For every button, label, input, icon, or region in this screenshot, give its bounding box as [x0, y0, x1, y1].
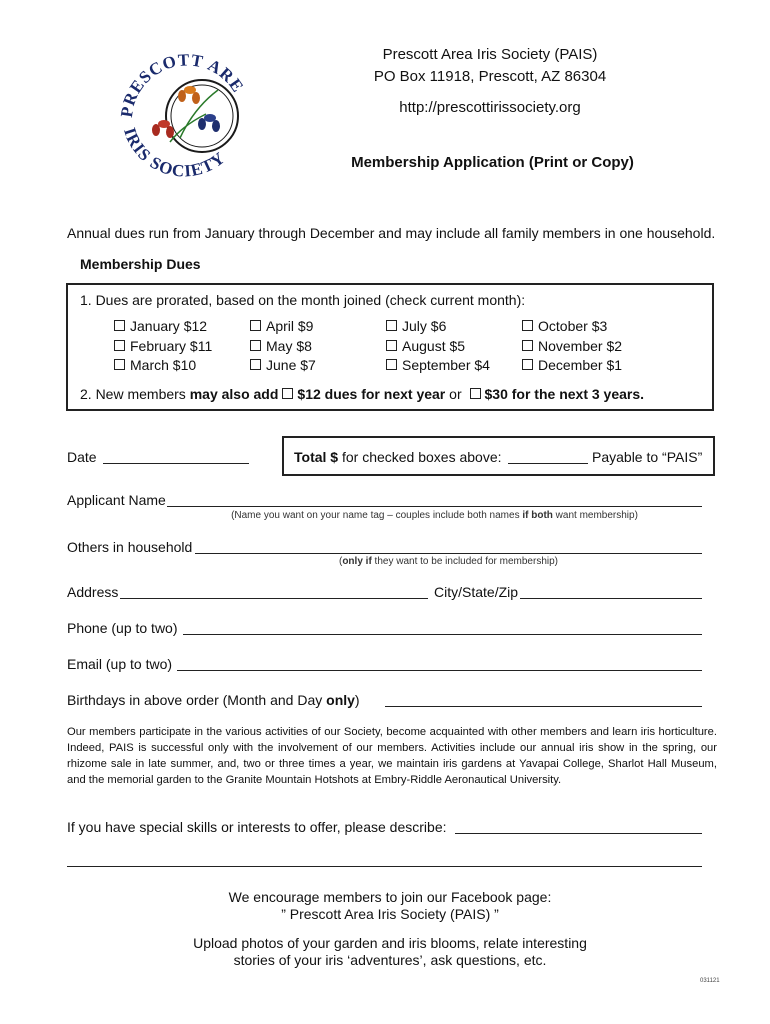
society-logo	[110, 38, 260, 188]
logo-text-bottom: IRIS SOCIETY	[120, 125, 229, 181]
birthdays-label-post: )	[354, 692, 360, 708]
org-website-link[interactable]: http://prescottirissociety.org	[399, 99, 581, 116]
org-name: Prescott Area Iris Society (PAIS)	[382, 46, 598, 63]
address-label: Address	[67, 584, 119, 600]
dues-three-years-option: $30 for the next 3 years.	[484, 386, 645, 402]
city-state-zip-label: City/State/Zip	[434, 584, 519, 600]
page-title: Membership Application (Print or Copy)	[351, 154, 634, 171]
birthdays-label-pre: Birthdays in above order (Month and Day	[67, 692, 327, 708]
month-option[interactable]	[250, 338, 312, 354]
red-iris-icon	[152, 120, 174, 138]
svg-text:IRIS SOCIETY	[120, 125, 229, 180]
month-label: January $12	[130, 318, 208, 334]
month-label: November $2	[538, 338, 623, 354]
total-amount-field[interactable]	[508, 463, 588, 464]
month-checkbox[interactable]	[250, 359, 261, 370]
payable-to: Payable to “PAIS”	[592, 449, 703, 465]
birthdays-label-bold: only	[326, 692, 355, 708]
birthdays-field[interactable]	[385, 706, 702, 707]
month-option[interactable]	[386, 338, 465, 354]
month-checkbox[interactable]	[386, 359, 397, 370]
orange-iris-icon	[178, 86, 200, 104]
next-year-checkbox[interactable]	[282, 388, 293, 399]
month-checkbox[interactable]	[250, 320, 261, 331]
month-checkbox[interactable]	[250, 340, 261, 351]
skills-field[interactable]	[455, 833, 702, 834]
month-label: September $4	[402, 357, 490, 373]
date-field[interactable]	[103, 463, 249, 464]
phone-field[interactable]	[183, 634, 702, 635]
three-years-checkbox[interactable]	[470, 388, 481, 399]
email-label: Email (up to two)	[67, 656, 173, 672]
activities-paragraph: Our members participate in the various activities of our Society, become acquainted with other members and learn iris horticulture. Indeed, PAIS is successful only with the involvement of our members. Activities include our annual iris show in the spring, our rhizome sale in late summer, and, two or three times a year, we maintain iris gardens at Yavapai College, Sharlot Hall Museum, and the memorial garden to the Granite Mountain Hotshots at Embry-Riddle Aeronautical University.	[67, 726, 717, 786]
month-option[interactable]	[522, 318, 607, 334]
phone-label: Phone (up to two)	[67, 620, 178, 636]
month-checkbox[interactable]	[386, 340, 397, 351]
dues-heading: Membership Dues	[80, 256, 201, 272]
applicant-name-label: Applicant Name	[67, 492, 166, 508]
month-label: October $3	[538, 318, 608, 334]
city-state-zip-field[interactable]	[520, 598, 702, 599]
intro-text: Annual dues run from January through December and may include all family members in one household.	[67, 225, 716, 241]
month-option[interactable]	[114, 338, 212, 354]
iris-logo-graphic	[110, 38, 260, 188]
total-label: Total $	[294, 449, 339, 465]
facebook-invite: We encourage members to join our Facebook page:	[228, 889, 552, 905]
month-option[interactable]	[522, 357, 622, 373]
month-checkbox[interactable]	[114, 340, 125, 351]
facebook-page-name: ” Prescott Area Iris Society (PAIS) ”	[281, 906, 499, 922]
others-field[interactable]	[195, 553, 702, 554]
form-code: 031121	[700, 978, 720, 984]
dues-item-2-may-add: may also add	[189, 386, 279, 402]
month-label: December $1	[538, 357, 623, 373]
month-option[interactable]	[386, 318, 446, 334]
dues-item-1: 1. Dues are prorated, based on the month joined (check current month):	[80, 292, 526, 308]
others-hint-pre: (	[338, 556, 343, 567]
logo-text-top: PRESCOTT ARE	[116, 50, 248, 119]
month-label: April $9	[266, 318, 314, 334]
month-checkbox[interactable]	[386, 320, 397, 331]
total-line	[294, 449, 502, 465]
month-option[interactable]	[114, 357, 196, 373]
month-option[interactable]	[250, 318, 313, 334]
month-option[interactable]	[250, 357, 316, 373]
total-text: for checked boxes above:	[338, 449, 502, 465]
month-checkbox[interactable]	[114, 359, 125, 370]
month-label: February $11	[130, 338, 213, 354]
svg-text:PRESCOTT AREA	[110, 38, 248, 119]
month-label: May $8	[266, 338, 312, 354]
others-hint-bold: only if	[342, 556, 372, 567]
date-label: Date	[67, 449, 97, 465]
upload-invite-line-2: stories of your iris ‘adventures’, ask questions, etc.	[233, 952, 547, 968]
month-checkbox[interactable]	[522, 359, 533, 370]
month-label: July $6	[402, 318, 447, 334]
month-option[interactable]	[386, 357, 490, 373]
org-address: PO Box 11918, Prescott, AZ 86304	[373, 68, 607, 85]
email-field[interactable]	[177, 670, 702, 671]
upload-invite-line-1: Upload photos of your garden and iris blooms, relate interesting	[193, 935, 587, 951]
month-checkbox[interactable]	[522, 320, 533, 331]
month-label: August $5	[402, 338, 466, 354]
month-checkbox[interactable]	[522, 340, 533, 351]
month-checkbox[interactable]	[114, 320, 125, 331]
applicant-name-field[interactable]	[167, 506, 702, 507]
dues-item-2-prefix: 2. New members	[80, 386, 190, 402]
skills-label: If you have special skills or interests to offer, please describe:	[67, 819, 447, 835]
birthdays-label	[67, 692, 360, 708]
dues-item-2	[80, 386, 644, 402]
applicant-hint-post: want membership)	[552, 510, 638, 521]
others-hint	[195, 556, 702, 567]
others-label: Others in household	[67, 539, 193, 555]
month-label: March $10	[130, 357, 197, 373]
applicant-name-hint	[167, 510, 702, 521]
skills-field-line-2[interactable]	[67, 866, 702, 867]
applicant-hint-bold: if both	[522, 510, 553, 521]
dues-next-year-option: $12 dues for next year	[297, 386, 446, 402]
month-label: June $7	[266, 357, 316, 373]
address-field[interactable]	[120, 598, 428, 599]
month-option[interactable]	[522, 338, 622, 354]
dues-item-2-or: or	[445, 386, 466, 402]
applicant-hint-pre: (Name you want on your name tag – couples include both names	[231, 510, 523, 521]
month-option[interactable]	[114, 318, 207, 334]
others-hint-post: they want to be included for membership)	[371, 556, 558, 567]
